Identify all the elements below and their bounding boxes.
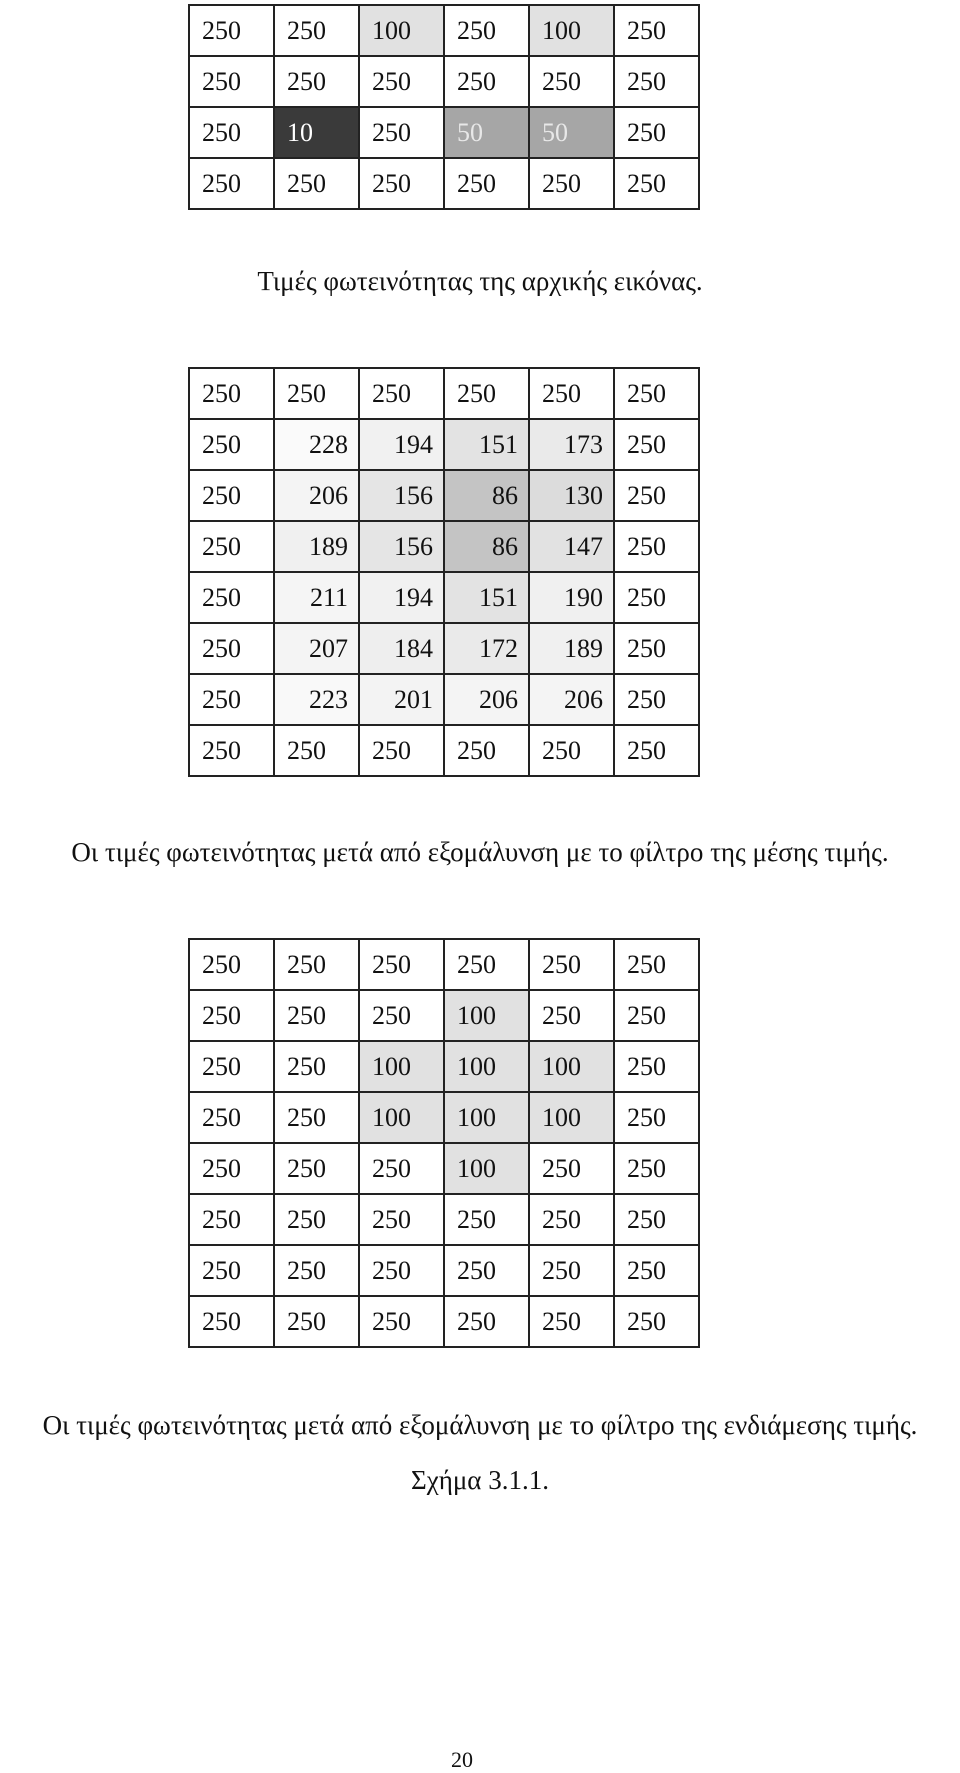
cell-value: 194: [394, 582, 433, 612]
cell-value: 228: [309, 429, 348, 459]
table-cell: [529, 158, 614, 209]
cell-value: 130: [564, 480, 603, 510]
table-cell: [359, 1143, 444, 1194]
cell-value: 250: [287, 1255, 326, 1285]
table-row: [189, 990, 699, 1041]
cell-value: 250: [372, 168, 411, 198]
cell-value: 206: [479, 684, 518, 714]
cell-value: 250: [542, 378, 581, 408]
table-row: [189, 521, 699, 572]
cell-value: 250: [457, 1255, 496, 1285]
table-cell: [274, 1194, 359, 1245]
table-cell: [189, 419, 274, 470]
table-cell: [359, 470, 444, 521]
cell-value: 250: [542, 168, 581, 198]
table-cell: [359, 1245, 444, 1296]
table-cell: [274, 939, 359, 990]
table-cell: [529, 674, 614, 725]
cell-value: 250: [627, 15, 666, 45]
cell-value: 10: [287, 117, 313, 147]
table-row: [189, 5, 699, 56]
cell-value: 250: [372, 1306, 411, 1336]
table-cell: [529, 939, 614, 990]
cell-value: 189: [309, 531, 348, 561]
table-cell: [614, 1143, 699, 1194]
mean-filter-table: [188, 367, 700, 777]
table-cell: [614, 1194, 699, 1245]
cell-value: 250: [202, 531, 241, 561]
cell-value: 250: [542, 735, 581, 765]
cell-value: 250: [627, 378, 666, 408]
cell-value: 190: [564, 582, 603, 612]
cell-value: 201: [394, 684, 433, 714]
table-cell: [529, 990, 614, 1041]
table-cell: [614, 5, 699, 56]
page-number: 20: [451, 1747, 473, 1772]
table-cell: [444, 419, 529, 470]
cell-value: 250: [287, 735, 326, 765]
cell-value: 100: [372, 1051, 411, 1081]
table-cell: [444, 939, 529, 990]
cell-value: 250: [202, 1051, 241, 1081]
cell-value: 250: [457, 66, 496, 96]
table-cell: [614, 107, 699, 158]
cell-value: 250: [627, 1255, 666, 1285]
cell-value: 250: [542, 1306, 581, 1336]
cell-value: 250: [627, 429, 666, 459]
table-cell: [274, 1245, 359, 1296]
cell-value: 211: [309, 582, 348, 612]
cell-value: 250: [202, 378, 241, 408]
cell-value: 151: [479, 429, 518, 459]
table-cell: [359, 521, 444, 572]
table-cell: [189, 158, 274, 209]
table-cell: [359, 1092, 444, 1143]
cell-value: 250: [627, 531, 666, 561]
cell-value: 100: [372, 1102, 411, 1132]
table-cell: [189, 1092, 274, 1143]
table-row: [189, 1092, 699, 1143]
cell-value: 250: [627, 117, 666, 147]
table-cell: [189, 107, 274, 158]
cell-value: 100: [542, 1102, 581, 1132]
table-cell: [444, 1143, 529, 1194]
cell-value: 250: [627, 1306, 666, 1336]
table-cell: [614, 1245, 699, 1296]
table-cell: [359, 368, 444, 419]
cell-value: 250: [627, 949, 666, 979]
cell-value: 250: [287, 1000, 326, 1030]
cell-value: 100: [372, 15, 411, 45]
cell-value: 250: [202, 633, 241, 663]
table-cell: [189, 725, 274, 776]
table-cell: [274, 521, 359, 572]
table-cell: [444, 990, 529, 1041]
table-cell: [529, 5, 614, 56]
table-cell: [614, 521, 699, 572]
table-cell: [274, 368, 359, 419]
table-cell: [614, 1041, 699, 1092]
table-cell: [444, 572, 529, 623]
table-row: [189, 1245, 699, 1296]
table-cell: [614, 623, 699, 674]
table-cell: [359, 1194, 444, 1245]
cell-value: 250: [202, 684, 241, 714]
table-cell: [189, 623, 274, 674]
mean-filter-caption: Οι τιμές φωτεινότητας μετά από εξομάλυνση με το φίλτρο της μέσης τιμής.: [71, 837, 889, 867]
cell-value: 100: [457, 1000, 496, 1030]
table-cell: [274, 990, 359, 1041]
cell-value: 250: [542, 1000, 581, 1030]
cell-value: 147: [564, 531, 603, 561]
table-cell: [614, 470, 699, 521]
cell-value: 156: [394, 531, 433, 561]
cell-value: 207: [309, 633, 348, 663]
table-cell: [359, 990, 444, 1041]
table-cell: [274, 674, 359, 725]
cell-value: 100: [542, 15, 581, 45]
cell-value: 189: [564, 633, 603, 663]
table-cell: [189, 1296, 274, 1347]
cell-value: 173: [564, 429, 603, 459]
cell-value: 250: [372, 1153, 411, 1183]
table-cell: [529, 1245, 614, 1296]
table-cell: [529, 56, 614, 107]
cell-value: 250: [202, 1204, 241, 1234]
cell-value: 250: [202, 429, 241, 459]
table-cell: [274, 1092, 359, 1143]
table-cell: [529, 368, 614, 419]
table-cell: [274, 572, 359, 623]
cell-value: 250: [202, 15, 241, 45]
table-cell: [189, 572, 274, 623]
cell-value: 250: [287, 378, 326, 408]
table-row: [189, 572, 699, 623]
table-cell: [444, 1194, 529, 1245]
table-cell: [359, 56, 444, 107]
cell-value: 151: [479, 582, 518, 612]
table-cell: [189, 1143, 274, 1194]
cell-value: 250: [202, 1255, 241, 1285]
table-cell: [529, 725, 614, 776]
cell-value: 86: [492, 480, 518, 510]
table-cell: [614, 725, 699, 776]
cell-value: 250: [627, 684, 666, 714]
table-row: [189, 1194, 699, 1245]
cell-value: 250: [627, 633, 666, 663]
cell-value: 250: [202, 582, 241, 612]
figure-label: Σχήμα 3.1.1.: [411, 1465, 549, 1495]
cell-value: 250: [202, 949, 241, 979]
cell-value: 250: [542, 949, 581, 979]
cell-value: 250: [372, 378, 411, 408]
table-cell: [189, 5, 274, 56]
table-cell: [444, 368, 529, 419]
cell-value: 50: [542, 117, 568, 147]
cell-value: 250: [202, 480, 241, 510]
cell-value: 100: [457, 1153, 496, 1183]
cell-value: 250: [202, 66, 241, 96]
cell-value: 250: [287, 1306, 326, 1336]
table-cell: [444, 56, 529, 107]
table-cell: [189, 939, 274, 990]
cell-value: 250: [287, 15, 326, 45]
table-cell: [444, 470, 529, 521]
cell-value: 250: [457, 1204, 496, 1234]
table-row: [189, 1041, 699, 1092]
cell-value: 250: [372, 117, 411, 147]
cell-value: 250: [627, 168, 666, 198]
cell-value: 250: [457, 15, 496, 45]
table-cell: [529, 623, 614, 674]
table-cell: [529, 107, 614, 158]
table-cell: [614, 1296, 699, 1347]
table-cell: [274, 623, 359, 674]
cell-value: 250: [287, 1204, 326, 1234]
table-cell: [444, 1092, 529, 1143]
cell-value: 250: [287, 1102, 326, 1132]
table-row: [189, 419, 699, 470]
table-cell: [359, 623, 444, 674]
table-cell: [529, 470, 614, 521]
cell-value: 250: [627, 1000, 666, 1030]
median-filter-caption: Οι τιμές φωτεινότητας μετά από εξομάλυνση με το φίλτρο της ενδιάμεσης τιμής.: [42, 1410, 918, 1440]
table-row: [189, 158, 699, 209]
table-cell: [189, 1194, 274, 1245]
cell-value: 250: [457, 949, 496, 979]
table-cell: [189, 470, 274, 521]
table-cell: [614, 1092, 699, 1143]
cell-value: 206: [564, 684, 603, 714]
table-cell: [614, 572, 699, 623]
cell-value: 206: [309, 480, 348, 510]
table-cell: [444, 158, 529, 209]
table-cell: [359, 939, 444, 990]
cell-value: 250: [457, 378, 496, 408]
table-row: [189, 1296, 699, 1347]
original-image-caption: Τιμές φωτεινότητας της αρχικής εικόνας.: [257, 266, 703, 296]
table-cell: [444, 674, 529, 725]
table-cell: [359, 674, 444, 725]
cell-value: 250: [202, 1306, 241, 1336]
cell-value: 250: [627, 582, 666, 612]
cell-value: 250: [457, 168, 496, 198]
table-cell: [274, 5, 359, 56]
table-cell: [359, 5, 444, 56]
cell-value: 250: [372, 1255, 411, 1285]
table-row: [189, 470, 699, 521]
cell-value: 250: [372, 1000, 411, 1030]
cell-value: 184: [394, 633, 433, 663]
table-cell: [189, 1041, 274, 1092]
table-cell: [614, 939, 699, 990]
table-cell: [614, 158, 699, 209]
table-cell: [529, 1296, 614, 1347]
table-cell: [274, 725, 359, 776]
cell-value: 250: [372, 949, 411, 979]
table-row: [189, 674, 699, 725]
cell-value: 172: [479, 633, 518, 663]
cell-value: 250: [202, 1000, 241, 1030]
table-cell: [189, 56, 274, 107]
cell-value: 250: [287, 168, 326, 198]
table-cell: [274, 56, 359, 107]
cell-value: 223: [309, 684, 348, 714]
cell-value: 100: [457, 1051, 496, 1081]
table-row: [189, 725, 699, 776]
cell-value: 250: [627, 1153, 666, 1183]
table-cell: [274, 1296, 359, 1347]
cell-value: 250: [202, 735, 241, 765]
table-cell: [274, 1143, 359, 1194]
table-cell: [444, 521, 529, 572]
table-cell: [189, 521, 274, 572]
table-row: [189, 368, 699, 419]
table-cell: [444, 1041, 529, 1092]
cell-value: 250: [287, 1153, 326, 1183]
cell-value: 250: [287, 1051, 326, 1081]
table-cell: [614, 674, 699, 725]
table-cell: [189, 1245, 274, 1296]
table-cell: [359, 107, 444, 158]
table-cell: [529, 1143, 614, 1194]
cell-value: 250: [457, 735, 496, 765]
table-cell: [614, 368, 699, 419]
cell-value: 156: [394, 480, 433, 510]
cell-value: 250: [372, 66, 411, 96]
table-cell: [444, 725, 529, 776]
table-cell: [529, 521, 614, 572]
table-cell: [444, 1296, 529, 1347]
table-cell: [189, 368, 274, 419]
table-row: [189, 1143, 699, 1194]
table-cell: [274, 470, 359, 521]
table-cell: [614, 990, 699, 1041]
cell-value: 250: [627, 1204, 666, 1234]
table-cell: [359, 572, 444, 623]
cell-value: 250: [372, 735, 411, 765]
cell-value: 100: [542, 1051, 581, 1081]
table-cell: [614, 56, 699, 107]
cell-value: 250: [287, 949, 326, 979]
table-cell: [359, 1296, 444, 1347]
table-cell: [274, 158, 359, 209]
median-filter-table: [188, 938, 700, 1348]
cell-value: 250: [627, 66, 666, 96]
table-cell: [529, 1092, 614, 1143]
table-cell: [359, 1041, 444, 1092]
table-cell: [274, 419, 359, 470]
table-cell: [529, 1041, 614, 1092]
table-cell: [529, 572, 614, 623]
cell-value: 86: [492, 531, 518, 561]
table-cell: [444, 1245, 529, 1296]
cell-value: 250: [202, 117, 241, 147]
table-cell: [189, 674, 274, 725]
table-cell: [444, 5, 529, 56]
table-row: [189, 107, 699, 158]
cell-value: 250: [542, 1204, 581, 1234]
original-image-table: [188, 4, 700, 210]
cell-value: 250: [542, 66, 581, 96]
table-cell: [444, 107, 529, 158]
table-row: [189, 939, 699, 990]
table-cell: [359, 725, 444, 776]
table-cell: [189, 990, 274, 1041]
table-cell: [529, 419, 614, 470]
table-cell: [359, 158, 444, 209]
cell-value: 250: [202, 168, 241, 198]
cell-value: 50: [457, 117, 483, 147]
cell-value: 250: [287, 66, 326, 96]
cell-value: 250: [627, 1051, 666, 1081]
table-cell: [274, 1041, 359, 1092]
cell-value: 250: [542, 1153, 581, 1183]
table-row: [189, 623, 699, 674]
cell-value: 100: [457, 1102, 496, 1132]
table-cell: [529, 1194, 614, 1245]
cell-value: 250: [202, 1102, 241, 1132]
table-cell: [614, 419, 699, 470]
cell-value: 250: [627, 1102, 666, 1132]
cell-value: 250: [202, 1153, 241, 1183]
table-cell: [274, 107, 359, 158]
cell-value: 250: [627, 735, 666, 765]
cell-value: 250: [372, 1204, 411, 1234]
cell-value: 250: [542, 1255, 581, 1285]
cell-value: 250: [457, 1306, 496, 1336]
table-cell: [359, 419, 444, 470]
table-cell: [444, 623, 529, 674]
cell-value: 194: [394, 429, 433, 459]
cell-value: 250: [627, 480, 666, 510]
table-row: [189, 56, 699, 107]
